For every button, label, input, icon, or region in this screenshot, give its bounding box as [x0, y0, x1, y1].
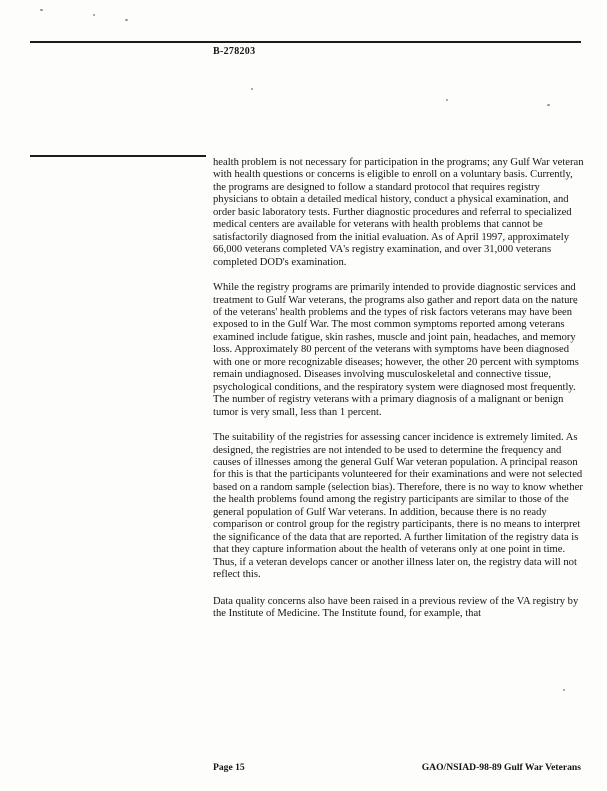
paragraph-symptoms-data: While the registry programs are primarily intended to provide diagnostic services and treatment to Gulf War veterans, the programs also gather and report data on the nature of the veterans' health problems and the types of risk factors veterans may have been exposed to in the Gulf War. The most common symptoms reported among veterans examined include fatigue, skin rashes, muscle and joint pain, headaches, and memory loss. Approximately 80 percent of the veterans with symptoms have been diagnosed with one or more recognizable diseases; however, the other 20 percent with symptoms remain undiagnosed. Diseases involving musculoskeletal and connective tissue, psychological conditions, and the respiratory system were diagnosed most frequently. The number of registry veterans with a primary diagnosis of a malignant or benign tumor is very small, less than 1 percent.	[213, 282, 579, 418]
scan-speck	[251, 88, 253, 90]
header-rule	[30, 41, 581, 43]
scan-speck	[563, 689, 565, 691]
scan-speck	[547, 104, 550, 106]
body-text	[213, 157, 584, 633]
paragraph-data-quality: Data quality concerns also have been raised in a previous review of the VA registry by the Institute of Medicine. The Institute found, for example, that	[213, 595, 579, 619]
scan-speck	[93, 14, 95, 16]
section-rule	[30, 155, 206, 157]
paragraph-registry-limitations: The suitability of the registries for assessing cancer incidence is extremely limited. As designed, the registries are not intended to be used to determine the frequency and causes of illnesses among the general Gulf War veteran population. A principal reason for this is that the participants volunteered for their examinations and were not selected based on a random sample (selection bias). Therefore, there is no way to know whether the health problems found among the registry participants are similar to those of the general population of Gulf War veterans. In addition, because there is no ready comparison or control group for the registry participants, there is no means to interpret the significance of the data that are reported. A further limitation of the registry data is that they capture information about the health of veterans only at one point in time. Thus, if a veteran develops cancer or another illness later on, the registry data will not reflect this.	[213, 432, 583, 581]
doc-number: B-278203	[213, 46, 256, 57]
report-id: GAO/NSIAD-98-89 Gulf War Veterans	[421, 762, 581, 773]
scan-speck	[40, 9, 43, 11]
scan-speck	[446, 99, 448, 101]
page-number: Page 15	[213, 762, 245, 773]
scan-speck	[125, 19, 128, 21]
page-footer	[213, 762, 581, 773]
paragraph-registry-programs: health problem is not necessary for participation in the programs; any Gulf War veteran with health questions or concerns is eligible to enroll on a voluntary basis. Currently, the programs are designed to follow a standard protocol that requires registry physicians to obtain a detailed medical history, conduct a physical examination, and order basic laboratory tests. Further diagnostic procedures and referral to specialized medical centers are available for veterans with health problems that cannot be satisfactorily diagnosed from the initial evaluation. As of April 1997, approximately 66,000 veterans completed VA's registry examination, and over 31,000 veterans completed DOD's examination.	[213, 157, 584, 268]
